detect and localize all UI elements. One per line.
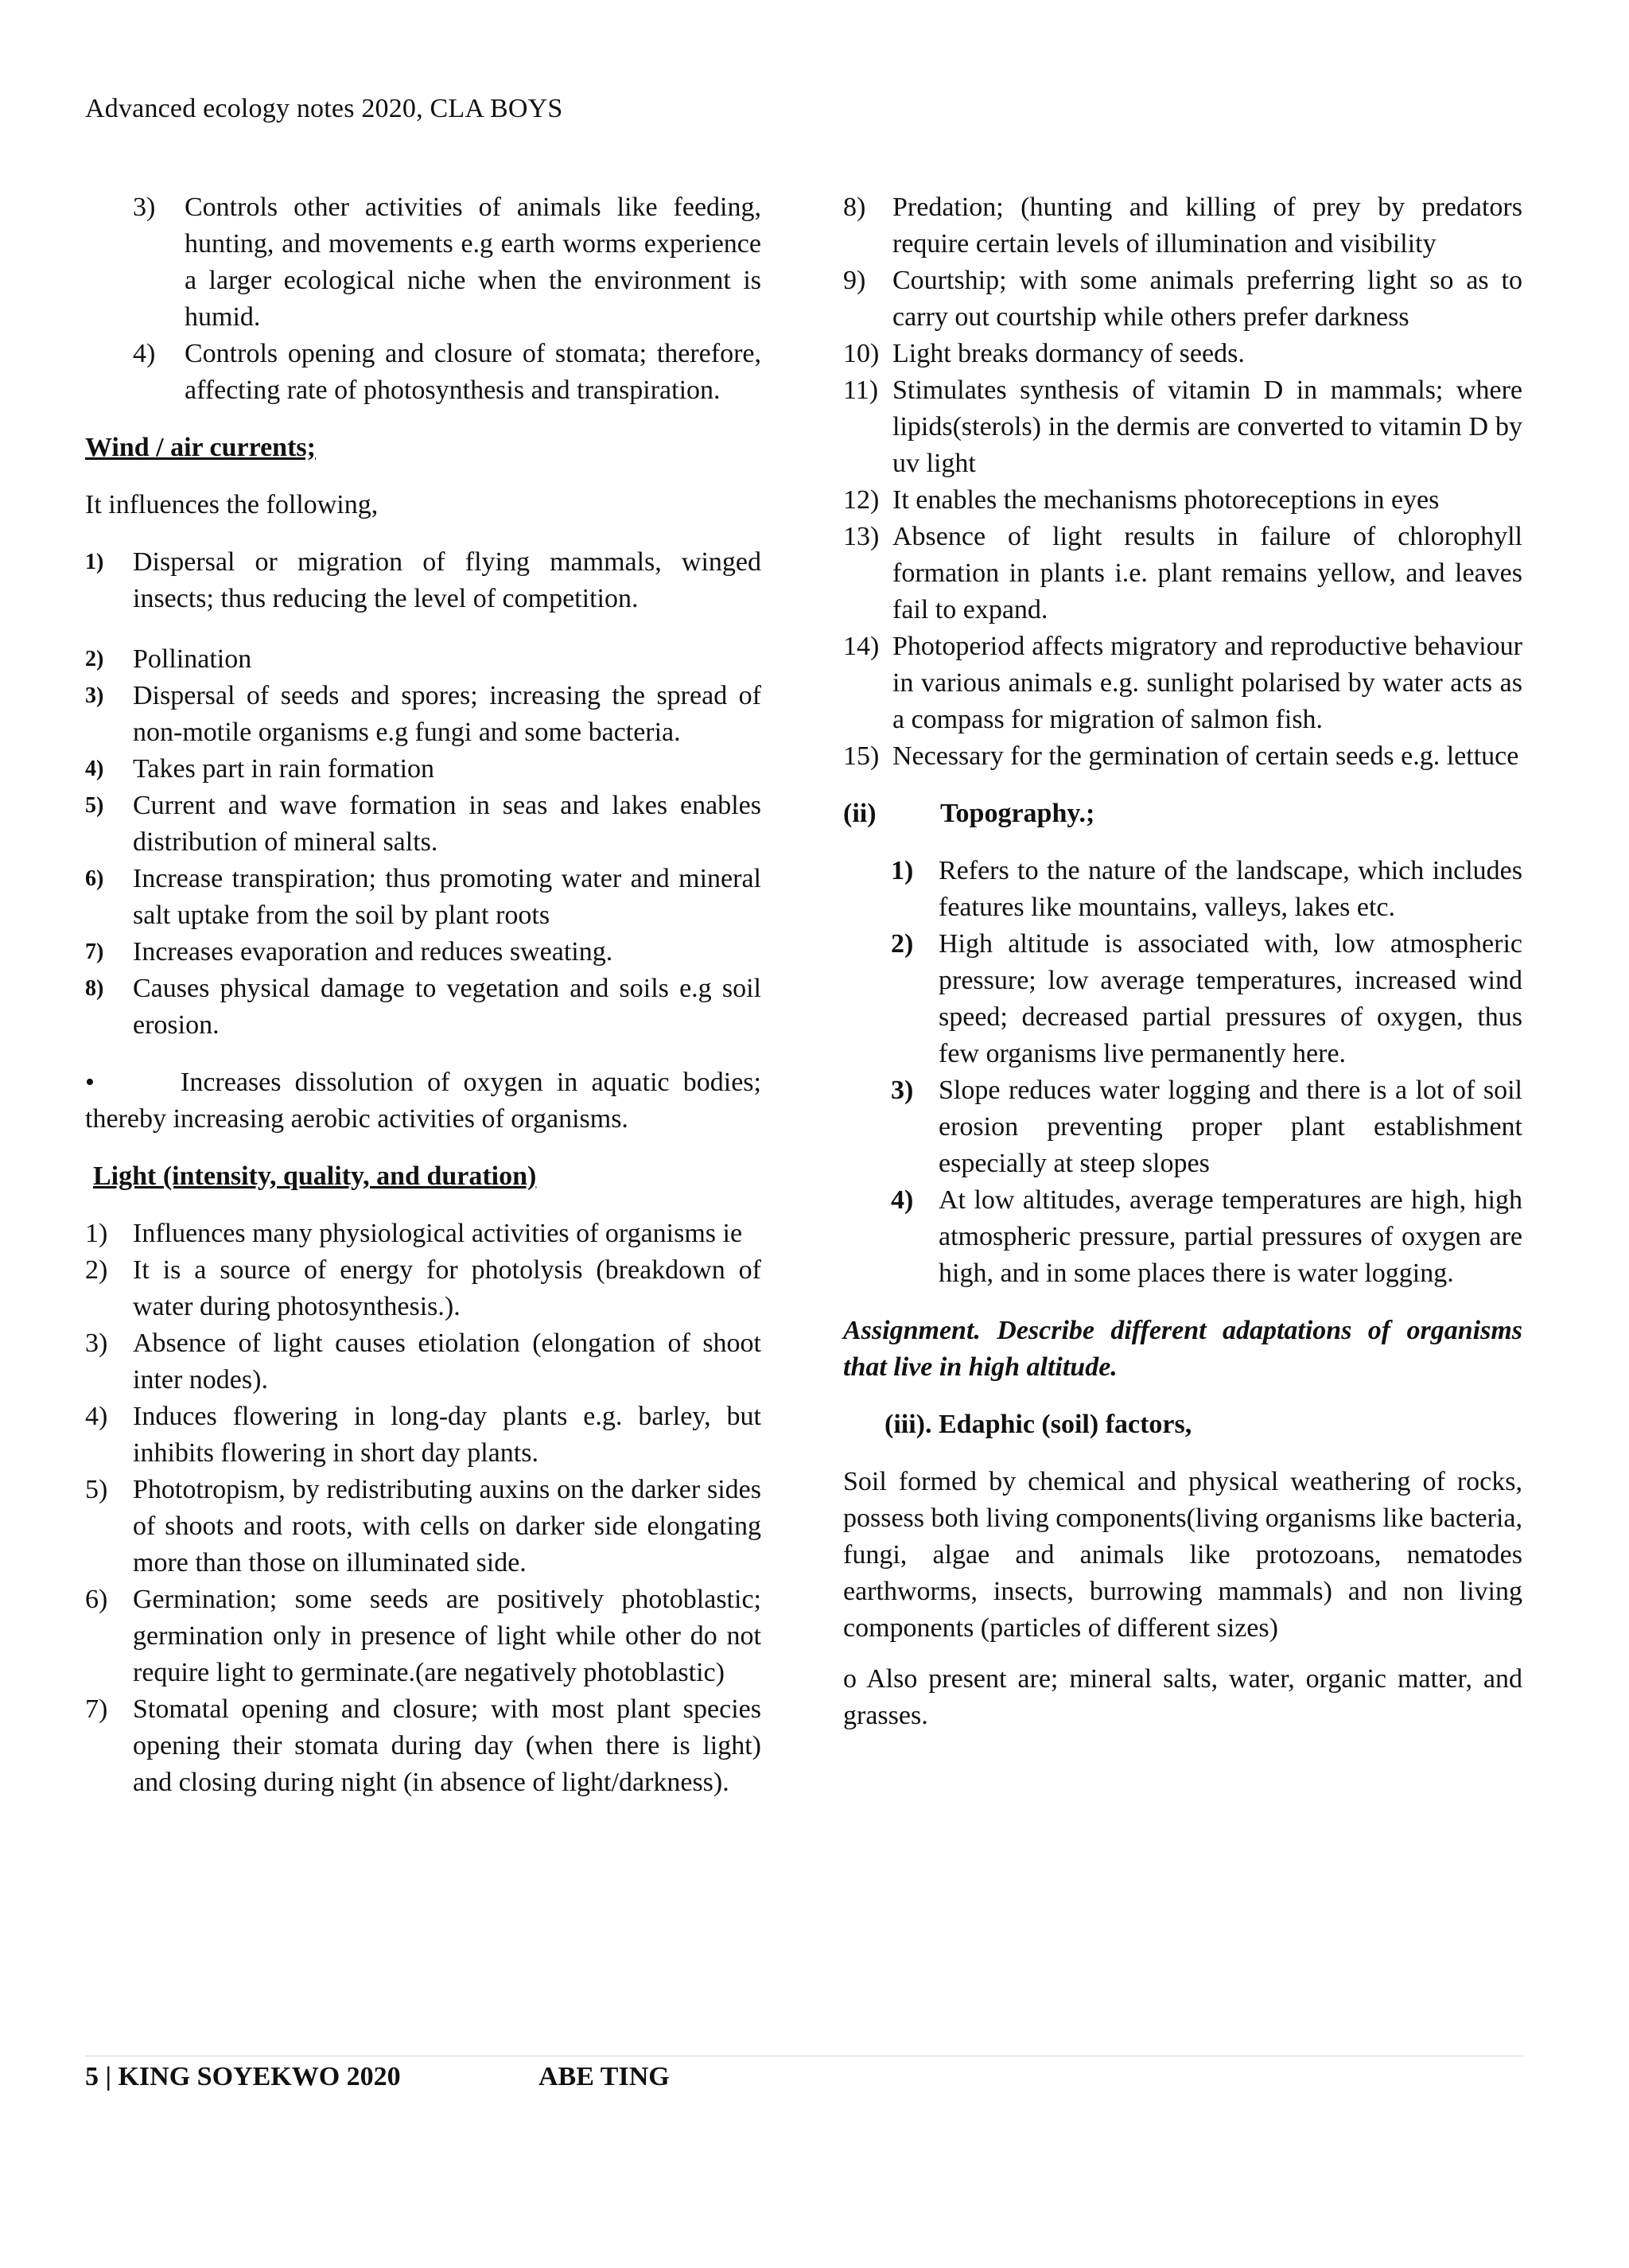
footer-right: ABE TING xyxy=(538,2062,670,2091)
wind-intro: It influences the following, xyxy=(85,490,379,519)
assignment: Assignment. Describe different adaptations of organisms that live in high altitude. xyxy=(843,1316,1522,1382)
list-item: 6) Increase transpiration; thus promoting water and mineral salt uptake from the soil by plant roots xyxy=(85,864,761,930)
light-heading: Light (intensity, quality, and duration) xyxy=(93,1161,537,1191)
list-item: 1) Influences many physiological activities of organisms ie xyxy=(85,1219,743,1248)
right-column xyxy=(843,189,1522,1734)
list-item: 7) Increases evaporation and reduces sweating. xyxy=(85,937,613,967)
light-list-continued xyxy=(85,189,761,409)
bullet-paragraph: • Increases dissolution of oxygen in aquatic bodies; thereby increasing aerobic activities of organisms. xyxy=(85,1064,761,1138)
list-item: 13) Absence of light results in failure of chlorophyll formation in plants i.e. plant remains yellow, and leaves fail to expand. xyxy=(843,522,1522,624)
light-list-more xyxy=(843,189,1522,775)
list-item: 8) Predation; (hunting and killing of prey by predators require certain levels of illumination and visibility xyxy=(843,193,1522,259)
list-item: 9) Courtship; with some animals preferring light so as to carry out courtship while others prefer darkness xyxy=(843,266,1522,332)
page-footer xyxy=(85,2062,670,2092)
edaphic-heading: (iii). Edaphic (soil) factors, xyxy=(884,1410,1192,1439)
list-item: 8) Causes physical damage to vegetation and soils e.g soil erosion. xyxy=(85,974,761,1040)
list-item: 3) Absence of light causes etiolation (elongation of shoot inter nodes). xyxy=(85,1329,761,1395)
wind-heading: Wind / air currents; xyxy=(85,433,316,462)
list-item: 11) Stimulates synthesis of vitamin D in mammals; where lipids(sterols) in the dermis are converted to vitamin D by uv light xyxy=(843,375,1522,478)
list-item: 4) Induces flowering in long-day plants e.g. barley, but inhibits flowering in short day plants. xyxy=(85,1402,761,1468)
list-item: 6) Germination; some seeds are positively photoblastic; germination only in presence of light while other do not require light to germinate.(are negatively photoblastic) xyxy=(85,1585,761,1687)
list-item: 1) Refers to the nature of the landscape, which includes features like mountains, valleys, lakes etc. xyxy=(891,856,1522,922)
list-item: 1) Dispersal or migration of flying mammals, winged insects; thus reducing the level of competition. xyxy=(85,547,761,613)
list-item: 2) Pollination xyxy=(85,644,252,674)
soil-paragraph: Soil formed by chemical and physical weathering of rocks, possess both living components(living organisms like bacteria, fungi, algae and animals like protozoans, nematodes earthworms, insects, burrowing mammals) and non living components (particles of different sizes) xyxy=(843,1467,1522,1643)
list-item: 5) Current and wave formation in seas and lakes enables distribution of mineral salts. xyxy=(85,791,761,857)
list-item: 12) It enables the mechanisms photoreceptions in eyes xyxy=(843,485,1440,515)
bullet-mark: • xyxy=(85,1068,95,1097)
list-item: 4) At low altitudes, average temperatures are high, high atmospheric pressure, partial pressures of oxygen are high, and in some places there is water logging. xyxy=(891,1185,1522,1288)
footer-left: 5 | KING SOYEKWO 2020 xyxy=(85,2062,401,2091)
list-item: 4) Controls opening and closure of stomata; therefore, affecting rate of photosynthesis and transpiration. xyxy=(133,339,761,405)
list-item: 14) Photoperiod affects migratory and reproductive behaviour in various animals e.g. sunlight polarised by water acts as a compass for migration of salmon fish. xyxy=(843,632,1522,734)
list-item: 3) Slope reduces water logging and there is a lot of soil erosion preventing proper plant establishment especially at steep slopes xyxy=(891,1076,1522,1178)
light-list xyxy=(85,1216,761,1801)
list-item: 10) Light breaks dormancy of seeds. xyxy=(843,339,1245,368)
list-item: 15) Necessary for the germination of certain seeds e.g. lettuce xyxy=(843,741,1519,771)
list-item: 2) High altitude is associated with, low atmospheric pressure; low average temperatures, increased wind speed; decreased partial pressures of oxygen, thus few organisms live permanently here. xyxy=(891,929,1522,1068)
list-item: 3) Dispersal of seeds and spores; increasing the spread of non-motile organisms e.g fungi and some bacteria. xyxy=(85,681,761,747)
list-item: 5) Phototropism, by redistributing auxins on the darker sides of shoots and roots, with cells on darker side elongating more than those on illuminated side. xyxy=(85,1475,761,1577)
topography-list xyxy=(843,853,1522,1292)
wind-list-first xyxy=(85,544,761,617)
list-item: 4) Takes part in rain formation xyxy=(85,754,435,784)
left-column xyxy=(85,189,761,1801)
wind-list xyxy=(85,641,761,1044)
list-item: 3) Controls other activities of animals like feeding, hunting, and movements e.g earth worms experience a larger ecological niche when the environment is humid. xyxy=(133,193,761,332)
list-item: 2) It is a source of energy for photolysis (breakdown of water during photosynthesis.). xyxy=(85,1255,761,1321)
page-header: Advanced ecology notes 2020, CLA BOYS xyxy=(85,94,563,123)
topography-heading: (ii) Topography.; xyxy=(843,799,1095,828)
also-present-paragraph: o Also present are; mineral salts, water, organic matter, and grasses. xyxy=(843,1664,1522,1730)
list-item: 7) Stomatal opening and closure; with most plant species opening their stomata during day (when there is light) and closing during night (in absence of light/darkness). xyxy=(85,1694,761,1797)
